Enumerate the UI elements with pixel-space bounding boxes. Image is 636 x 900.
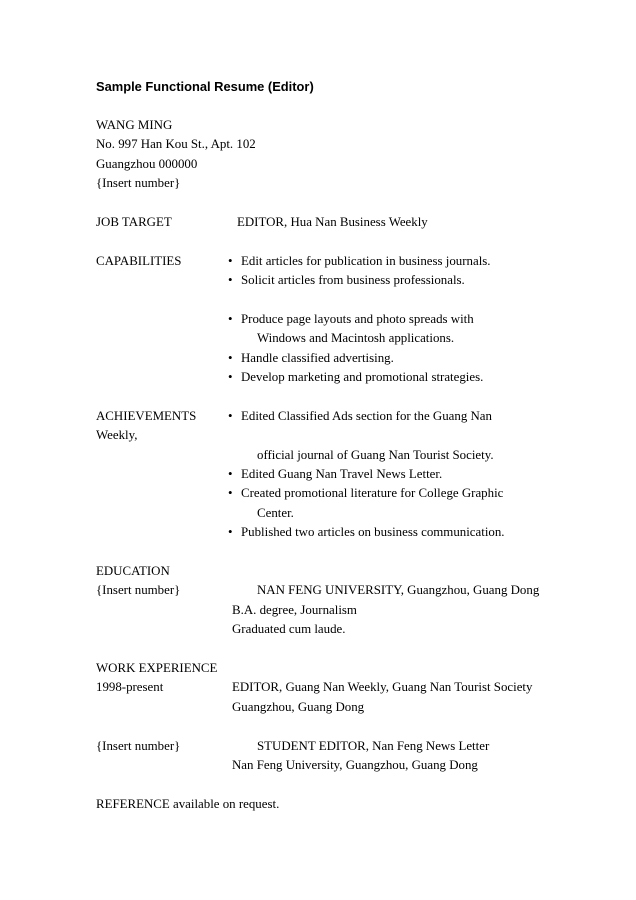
work-experience-entry bbox=[96, 678, 596, 717]
spacer bbox=[232, 290, 596, 309]
achievements-label: ACHIEVEMENTS bbox=[96, 408, 197, 423]
spacer bbox=[96, 193, 596, 212]
education-label: EDUCATION bbox=[96, 564, 170, 579]
capability-item-continuation: Windows and Macintosh applications. bbox=[257, 331, 455, 346]
education-date-placeholder: {Insert number} bbox=[96, 583, 181, 598]
job-target-label: JOB TARGET bbox=[96, 214, 172, 229]
spacer bbox=[96, 717, 596, 736]
work-entry-title: STUDENT EDITOR, Nan Feng News Letter bbox=[257, 738, 490, 753]
section-achievements bbox=[96, 407, 596, 543]
achievement-item-continuation: Center. bbox=[257, 505, 294, 520]
spacer bbox=[96, 640, 596, 659]
spacer bbox=[96, 232, 596, 251]
job-target-value: EDITOR, Hua Nan Business Weekly bbox=[237, 214, 428, 229]
spacer bbox=[96, 775, 596, 794]
achievements-label-continuation: Weekly, bbox=[96, 428, 138, 443]
education-degree: B.A. degree, Journalism bbox=[232, 602, 357, 617]
capability-item: • Handle classified advertising. bbox=[228, 349, 596, 368]
work-entry-location: Guangzhou, Guang Dong bbox=[232, 699, 365, 714]
work-entry-dates: {Insert number} bbox=[96, 738, 181, 753]
capabilities-label: CAPABILITIES bbox=[96, 253, 182, 268]
capability-item: • Produce page layouts and photo spreads with bbox=[228, 310, 596, 329]
achievement-item-continuation: official journal of Guang Nan Tourist Society. bbox=[257, 447, 494, 462]
work-experience-label: WORK EXPERIENCE bbox=[96, 661, 218, 676]
section-capabilities bbox=[96, 252, 596, 388]
spacer bbox=[96, 543, 596, 562]
work-entry-title: EDITOR, Guang Nan Weekly, Guang Nan Tourist Society bbox=[232, 680, 533, 695]
achievement-item: • Edited Guang Nan Travel News Letter. bbox=[228, 465, 596, 484]
achievement-item: • Edited Classified Ads section for the Guang Nan bbox=[228, 407, 596, 426]
spacer bbox=[96, 96, 596, 115]
capability-item: • Edit articles for publication in business journals. bbox=[228, 252, 596, 271]
capability-item: • Solicit articles from business professionals. bbox=[228, 271, 596, 290]
contact-phone-placeholder: {Insert number} bbox=[96, 176, 181, 191]
contact-city: Guangzhou 000000 bbox=[96, 156, 198, 171]
spacer bbox=[232, 426, 596, 445]
spacer bbox=[96, 387, 596, 406]
reference-statement: REFERENCE available on request. bbox=[96, 796, 280, 811]
work-entry-location: Nan Feng University, Guangzhou, Guang Dong bbox=[232, 758, 478, 773]
achievement-item: • Published two articles on business communication. bbox=[228, 523, 596, 542]
achievement-item: • Created promotional literature for College Graphic bbox=[228, 484, 596, 503]
section-job-target bbox=[96, 213, 596, 232]
capability-item: • Develop marketing and promotional strategies. bbox=[228, 368, 596, 387]
section-education bbox=[96, 581, 596, 639]
contact-street: No. 997 Han Kou St., Apt. 102 bbox=[96, 137, 256, 152]
document-title: Sample Functional Resume (Editor) bbox=[96, 79, 314, 94]
contact-name: WANG MING bbox=[96, 117, 173, 132]
education-honors: Graduated cum laude. bbox=[232, 622, 346, 637]
education-school: NAN FENG UNIVERSITY, Guangzhou, Guang Dong bbox=[257, 583, 540, 598]
work-experience-entry bbox=[96, 737, 596, 776]
work-entry-dates: 1998-present bbox=[96, 680, 164, 695]
